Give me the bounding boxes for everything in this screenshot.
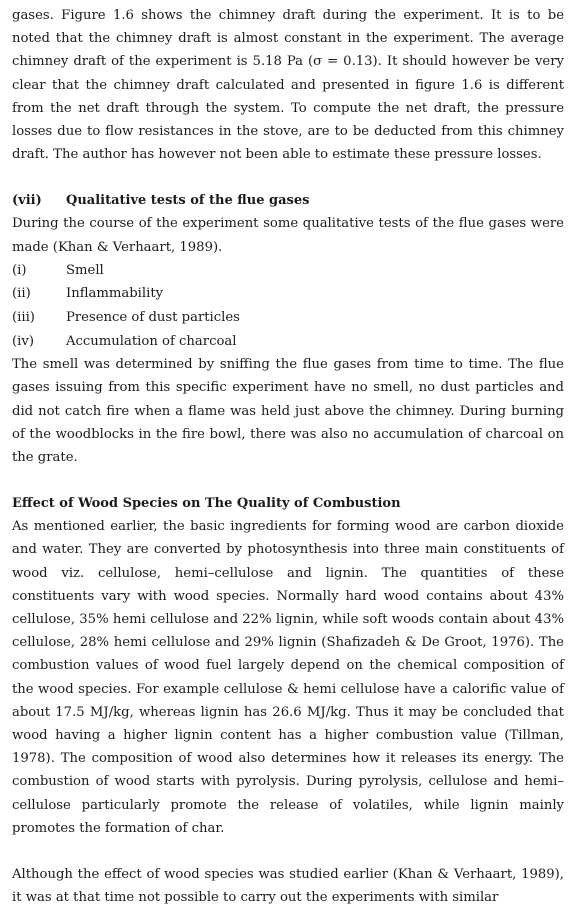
list-item — [12, 282, 564, 306]
section-number: (vii) — [12, 193, 42, 209]
list-item-label: Inflammability — [66, 286, 164, 302]
spacer — [12, 166, 564, 189]
qualitative-tests-list — [12, 259, 564, 353]
list-item — [12, 259, 564, 283]
list-item-label: Smell — [66, 262, 104, 278]
paragraph-chimney-draft: gases. Figure 1.6 shows the chimney draft during the experiment. It is to be noted that the chimney draft is almost constant in the experiment. The average chimney draft of the experiment is 5.18 Pa (σ = 0.13). It should however be very clear that the chimney draft calculated and presented in figure 1.6 is different from the net draft through the system. To compute the net draft, the pressure losses due to flow resistances in the stove, are to be deducted from this chimney draft. The author has however not been able to estimate these pressure losses. — [12, 8, 564, 163]
paragraph-wood-species: As mentioned earlier, the basic ingredients for forming wood are carbon dioxide and water. They are converted by photosynthesis into three main constituents of wood viz. cellulose, hemi–cellulose and lignin. The quantities of these constituents vary with wood species. Normally hard wood contains about 43% cellulose, 35% hemi cellulose and 22% lignin, while soft woods contain about 43% cellulose, 28% hemi cellulose and 29% lignin (Shafizadeh & De Groot, 1976). The combustion values of wood fuel largely depend on the chemical composition of the wood species. For example cellulose & hemi cellulose have a calorific value of about 17.5 MJ/kg, whereas lignin has 26.6 MJ/kg. Thus it may be concluded that wood having a higher lignin content has a higher combustion value (Tillman, 1978). The composition of wood also determines how it releases its energy. The combustion of wood starts with pyrolysis. During pyrolysis, cellulose and hemi–cellulose particularly promote the release of volatiles, while lignin mainly promotes the formation of char. — [12, 519, 564, 836]
spacer — [12, 469, 564, 492]
list-item — [12, 306, 564, 330]
paragraph-continuation: Although the effect of wood species was studied earlier (Khan & Verhaart, 1989), it was at that time not possible to carry out the experiments with similar — [12, 867, 564, 906]
list-item — [12, 330, 564, 354]
list-item-number: (i) — [12, 262, 27, 278]
spacer — [12, 840, 564, 863]
section-heading-vii — [12, 189, 564, 212]
paragraph-smell-results: The smell was determined by sniffing the flue gases from time to time. The flue gases issuing from this specific experiment have no smell, no dust particles and did not catch fire when a flame was held just above the chimney. During burning of the woodblocks in the fire bowl, there was also no accumulation of charcoal on the grate. — [12, 357, 564, 466]
list-item-number: (iv) — [12, 333, 34, 349]
section-title: Qualitative tests of the flue gases — [66, 193, 310, 209]
list-item-number: (iii) — [12, 310, 35, 326]
paragraph-qualitative-intro: During the course of the experiment some qualitative tests of the flue gases were made (Khan & Verhaart, 1989). — [12, 216, 564, 255]
list-item-label: Presence of dust particles — [66, 310, 240, 326]
list-item-number: (ii) — [12, 286, 31, 302]
section-heading-wood-species: Effect of Wood Species on The Quality of Combustion — [12, 496, 401, 512]
list-item-label: Accumulation of charcoal — [66, 333, 237, 349]
